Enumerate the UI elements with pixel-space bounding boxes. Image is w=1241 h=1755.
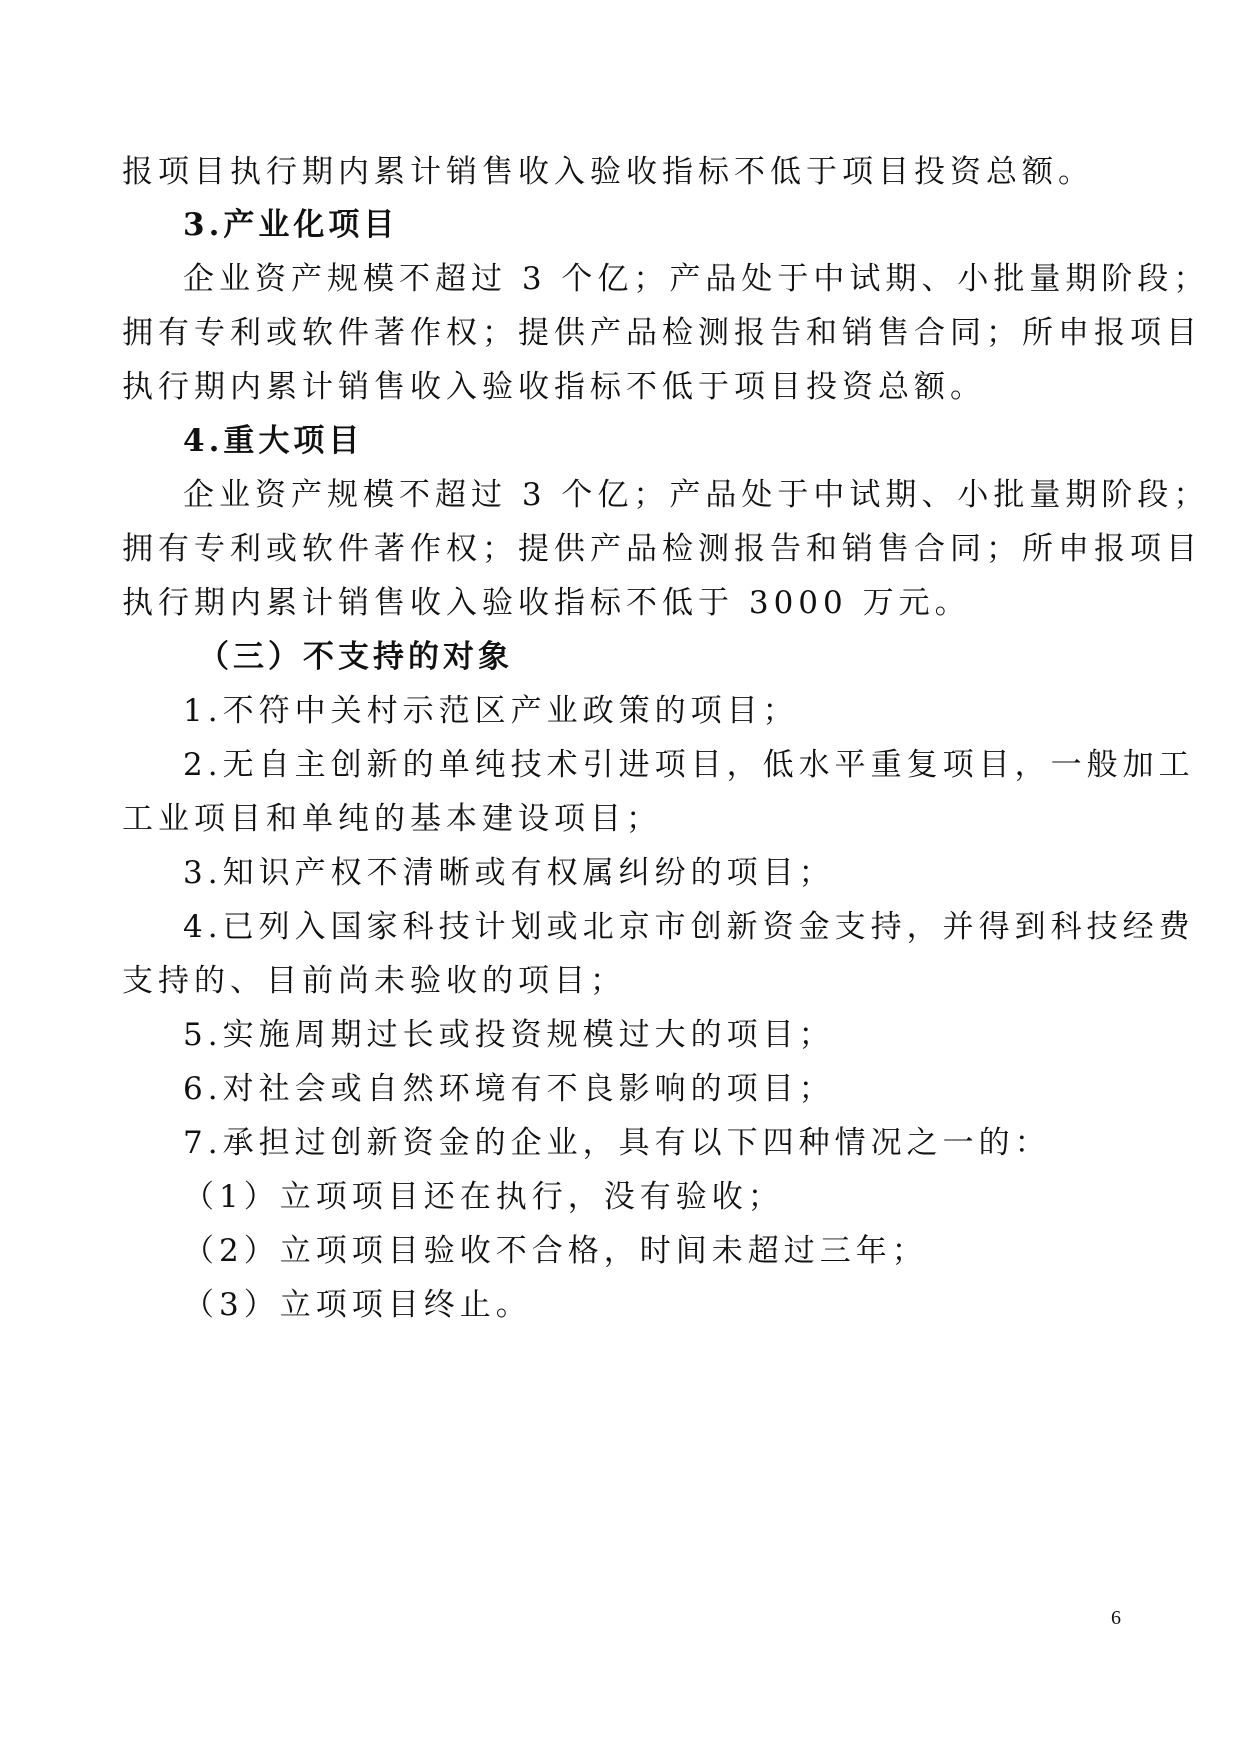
paragraph-line: 拥有专利或软件著作权；提供产品检测报告和销售合同；所申报项目 — [122, 315, 1202, 351]
page-number: 6 — [1111, 1607, 1121, 1629]
list-item: 2.无自主创新的单纯技术引进项目，低水平重复项目，一般加工 — [183, 747, 1195, 783]
paragraph-line: 企业资产规模不超过 3 个亿；产品处于中试期、小批量期阶段； — [183, 477, 1210, 513]
list-item: 3.知识产权不清晰或有权属纠纷的项目； — [183, 855, 835, 891]
list-item: 1.不符中关村示范区产业政策的项目； — [183, 693, 799, 729]
paragraph-line: 拥有专利或软件著作权；提供产品检测报告和销售合同；所申报项目 — [122, 531, 1202, 567]
section-heading-industrialization: 3.产业化项目 — [183, 207, 399, 243]
sub-list-item: （2）立项项目验收不合格，时间未超过三年； — [183, 1233, 928, 1269]
list-item-continuation: 支持的、目前尚未验收的项目； — [122, 963, 626, 999]
sub-list-item: （1）立项项目还在执行，没有验收； — [183, 1179, 784, 1215]
list-item: 6.对社会或自然环境有不良影响的项目； — [183, 1071, 835, 1107]
section-heading-not-supported: （三）不支持的对象 — [198, 639, 513, 675]
paragraph-line: 企业资产规模不超过 3 个亿；产品处于中试期、小批量期阶段； — [183, 261, 1210, 297]
paragraph-line: 报项目执行期内累计销售收入验收指标不低于项目投资总额。 — [122, 154, 1094, 190]
list-item: 4.已列入国家科技计划或北京市创新资金支持，并得到科技经费 — [183, 909, 1195, 945]
sub-list-item: （3）立项项目终止。 — [183, 1287, 532, 1323]
list-item: 5.实施周期过长或投资规模过大的项目； — [183, 1017, 835, 1053]
paragraph-line: 执行期内累计销售收入验收指标不低于项目投资总额。 — [122, 369, 986, 405]
list-item: 7.承担过创新资金的企业，具有以下四种情况之一的： — [183, 1125, 1051, 1161]
section-heading-major-project: 4.重大项目 — [183, 423, 364, 459]
list-item-continuation: 工业项目和单纯的基本建设项目； — [122, 801, 662, 837]
paragraph-line: 执行期内累计销售收入验收指标不低于 3000 万元。 — [122, 585, 971, 621]
